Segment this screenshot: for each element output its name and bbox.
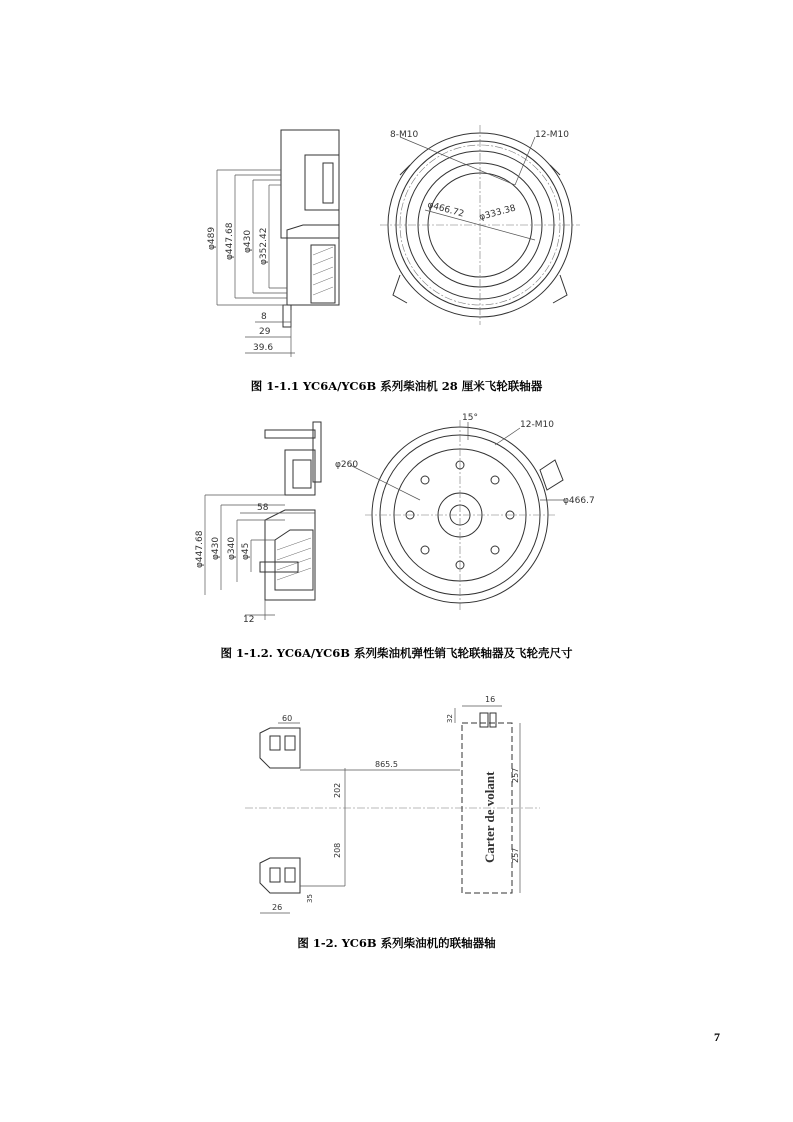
figure-1-1-2-caption: 图 1-1.2. YC6A/YC6B 系列柴油机弹性销飞轮联轴器及飞轮壳尺寸: [220, 646, 573, 660]
dim-d333: φ333.38: [478, 203, 517, 223]
dim-h32: 32: [446, 714, 454, 723]
dim-w16: 16: [485, 695, 496, 704]
dim-w12: 12: [243, 615, 255, 625]
label-12-m10-2: 12-M10: [520, 420, 554, 430]
dim-w26: 26: [272, 903, 283, 912]
label-12-m10: 12-M10: [535, 130, 569, 140]
figure-1-1-1-drawing: [195, 125, 595, 360]
dim-h257a: 257: [511, 767, 520, 783]
side-view-dimensions-2: [205, 495, 315, 620]
side-view-coupling: [260, 422, 321, 600]
side-view-dimensions: [217, 170, 295, 357]
dim-865-5: 865.5: [375, 760, 398, 769]
figure-1-1-2-drawing: [185, 410, 600, 625]
dim-h202: 202: [333, 782, 342, 798]
side-view-housing: [281, 130, 339, 327]
dim-d447: φ447.68: [225, 222, 235, 260]
front-view-coupling: [365, 420, 563, 610]
figure-1-2-drawing: [240, 688, 560, 923]
dim-d447-2: φ447.68: [195, 530, 205, 568]
dim-d260: φ260: [335, 460, 359, 470]
coupling-shaft-left-upper: [260, 723, 300, 768]
dim-d430: φ430: [243, 229, 253, 253]
dim-d45: φ45: [241, 542, 251, 560]
label-carter-de-volant: Carter de volant: [482, 771, 497, 863]
dim-w8: 8: [261, 312, 267, 322]
dim-d340: φ340: [227, 536, 237, 560]
dim-d466: φ466.72: [426, 200, 465, 220]
dim-w39: 39.6: [253, 343, 274, 353]
figure-1-1-1-caption: 图 1-1.1 YC6A/YC6B 系列柴油机 28 厘米飞轮联轴器: [250, 379, 543, 393]
page-number: 7: [714, 1030, 720, 1044]
dim-h257b: 257: [511, 847, 520, 863]
dim-w58: 58: [257, 503, 269, 513]
figure-1-2-caption: 图 1-2. YC6B 系列柴油机的联轴器轴: [297, 936, 496, 950]
dim-d352: φ352.42: [259, 227, 269, 265]
dim-angle-15: 15°: [462, 413, 478, 423]
dim-h208: 208: [333, 842, 342, 858]
dim-d489: φ489: [207, 226, 217, 250]
label-8-m10: 8-M10: [390, 130, 419, 140]
dim-h35: 35: [306, 894, 314, 903]
dim-d466-2: φ466.7: [563, 496, 595, 506]
dim-w29: 29: [259, 327, 271, 337]
dim-d430-2: φ430: [211, 536, 221, 560]
dim-w60: 60: [282, 714, 293, 723]
